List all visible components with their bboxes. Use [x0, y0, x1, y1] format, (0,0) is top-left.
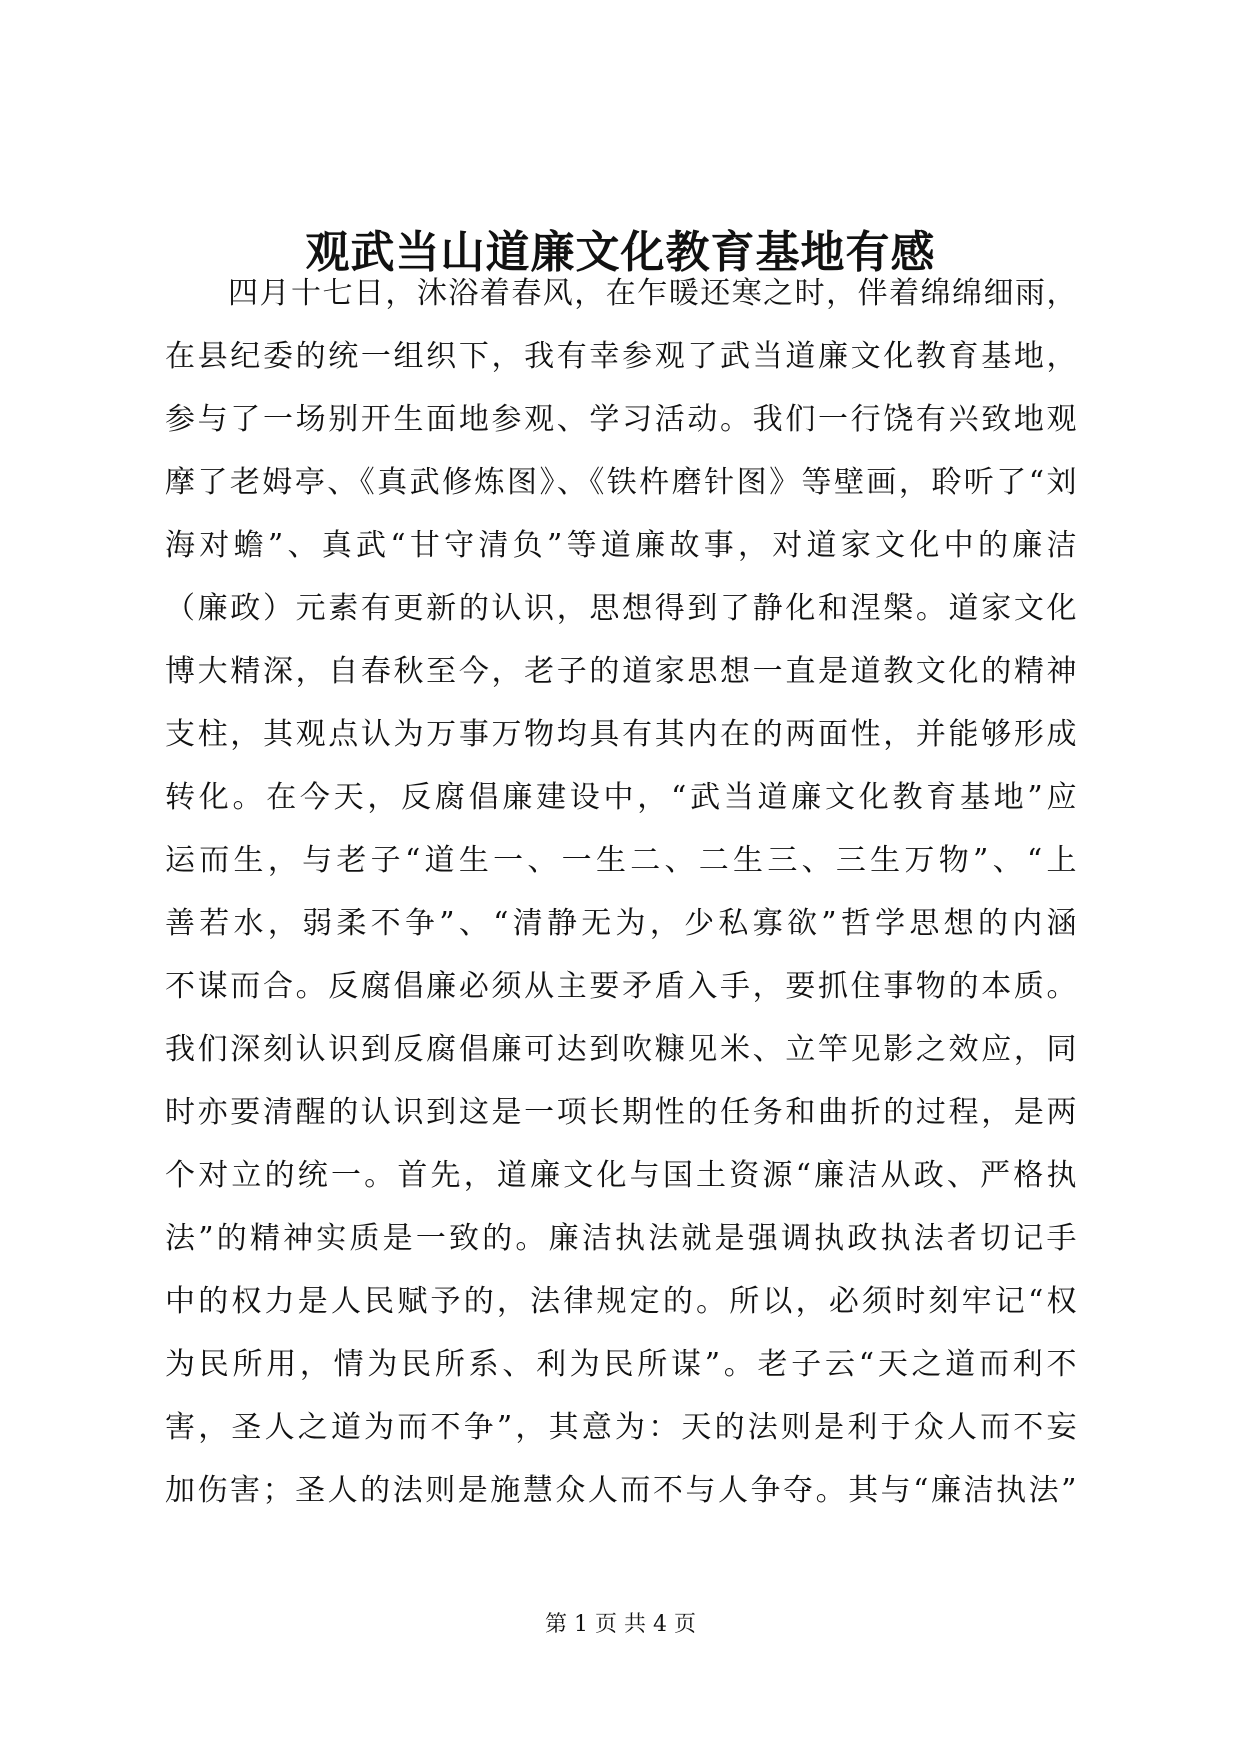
text-line: 四月十七日，沐浴着春风，在乍暖还寒之时，伴着绵绵细雨， — [228, 276, 1077, 311]
text-line: 个对立的统一。首先，道廉文化与国土资源“廉洁从政、严格执 — [165, 1158, 1077, 1193]
text-line: 摩了老姆亭、《真武修炼图》、《铁杵磨针图》等壁画，聆听了“刘 — [165, 465, 1077, 500]
text-line: 法”的精神实质是一致的。廉洁执法就是强调执政执法者切记手 — [165, 1221, 1077, 1256]
body-paragraph — [165, 262, 1077, 1522]
text-line: 运而生，与老子“道生一、一生二、二生三、三生万物”、“上 — [165, 843, 1077, 878]
text-line: 为民所用，情为民所系、利为民所谋”。老子云“天之道而利不 — [165, 1347, 1077, 1382]
text-line: 支柱，其观点认为万事万物均具有其内在的两面性，并能够形成 — [165, 717, 1077, 752]
text-line: 转化。在今天，反腐倡廉建设中，“武当道廉文化教育基地”应 — [165, 780, 1077, 815]
text-line: 中的权力是人民赋予的，法律规定的。所以，必须时刻牢记“权 — [165, 1284, 1077, 1319]
text-line: 海对蟾”、真武“甘守清负”等道廉故事，对道家文化中的廉洁 — [165, 528, 1077, 563]
text-line: 加伤害；圣人的法则是施慧众人而不与人争夺。其与“廉洁执法” — [165, 1473, 1077, 1508]
text-line: 时亦要清醒的认识到这是一项长期性的任务和曲折的过程，是两 — [165, 1095, 1077, 1130]
page-title: 观武当山道廉文化教育基地有感 — [305, 227, 936, 278]
text-line: 善若水，弱柔不争”、“清静无为，少私寡欲”哲学思想的内涵 — [165, 906, 1077, 941]
text-line: 参与了一场别开生面地参观、学习活动。我们一行饶有兴致地观 — [165, 402, 1077, 437]
text-line: 在县纪委的统一组织下，我有幸参观了武当道廉文化教育基地， — [165, 339, 1077, 374]
text-line: （廉政）元素有更新的认识，思想得到了静化和涅槃。道家文化 — [165, 591, 1077, 626]
text-line: 博大精深，自春秋至今，老子的道家思想一直是道教文化的精神 — [165, 654, 1077, 689]
text-line: 我们深刻认识到反腐倡廉可达到吹糠见米、立竿见影之效应，同 — [165, 1032, 1077, 1067]
text-line: 害，圣人之道为而不争”，其意为：天的法则是利于众人而不妄 — [165, 1410, 1077, 1445]
text-line: 不谋而合。反腐倡廉必须从主要矛盾入手，要抓住事物的本质。 — [165, 969, 1077, 1004]
page-number: 第 1 页 共 4 页 — [545, 1612, 696, 1637]
